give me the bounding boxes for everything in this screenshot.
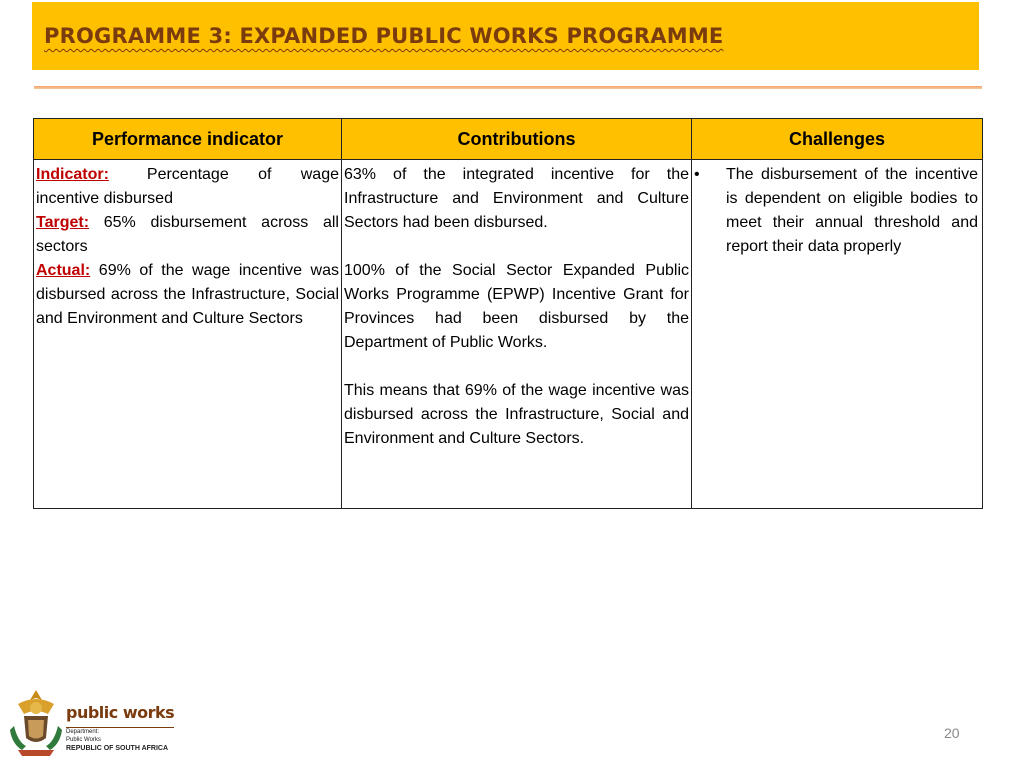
divider: [34, 86, 982, 89]
challenge-item: [694, 163, 980, 259]
performance-table: [33, 118, 983, 509]
table-header-row: [34, 119, 983, 160]
challenge-text: The disbursement of the incentive is dependent on eligible bodies to meet their annual threshold and report their data properly: [726, 166, 978, 255]
contribution-paragraph: 63% of the integrated incentive for the Infrastructure and Environment and Culture Sectors had been disbursed.: [344, 166, 689, 231]
logo-country: REPUBLIC OF SOUTH AFRICA: [66, 745, 169, 752]
title-bar: [32, 2, 979, 70]
challenges-cell: [692, 160, 983, 509]
logo-divider: [66, 727, 174, 728]
logo-brand: public works: [66, 703, 175, 722]
department-logo: [6, 683, 180, 763]
actual-label: Actual:: [36, 262, 91, 279]
contributions-cell: [342, 160, 692, 509]
indicator-line: [36, 163, 339, 211]
table-row: [34, 160, 983, 509]
logo-public-works: Public Works: [66, 737, 101, 743]
column-header-contributions: Contributions: [342, 119, 692, 160]
actual-text: 69% of the wage incentive was disbursed across the Infrastructure, Social and Environment and Culture Sectors: [36, 262, 340, 327]
indicator-label: Indicator:: [36, 166, 109, 183]
indicator-cell: [34, 160, 342, 509]
target-line: [36, 211, 339, 259]
indicator-text: Percentage of wage incentive disbursed: [36, 166, 339, 207]
target-label: Target:: [36, 214, 90, 231]
actual-line: [36, 259, 339, 331]
page-title: PROGRAMME 3: EXPANDED PUBLIC WORKS PROGRAMME: [44, 24, 724, 48]
logo-department: Department:: [66, 729, 100, 735]
target-text: 65% disbursement across all sectors: [36, 214, 339, 255]
contribution-paragraph: 100% of the Social Sector Expanded Public Works Programme (EPWP) Incentive Grant for Provinces had been disbursed by the Department of Public Works.: [344, 262, 689, 351]
column-header-indicator: Performance indicator: [34, 119, 342, 160]
column-header-challenges: Challenges: [692, 119, 983, 160]
coat-of-arms-icon: [8, 686, 64, 760]
contribution-paragraph: This means that 69% of the wage incentive was disbursed across the Infrastructure, Social and Environment and Culture Sectors.: [344, 382, 689, 447]
page-number: 20: [944, 725, 960, 741]
bullet-icon: •: [694, 166, 700, 183]
